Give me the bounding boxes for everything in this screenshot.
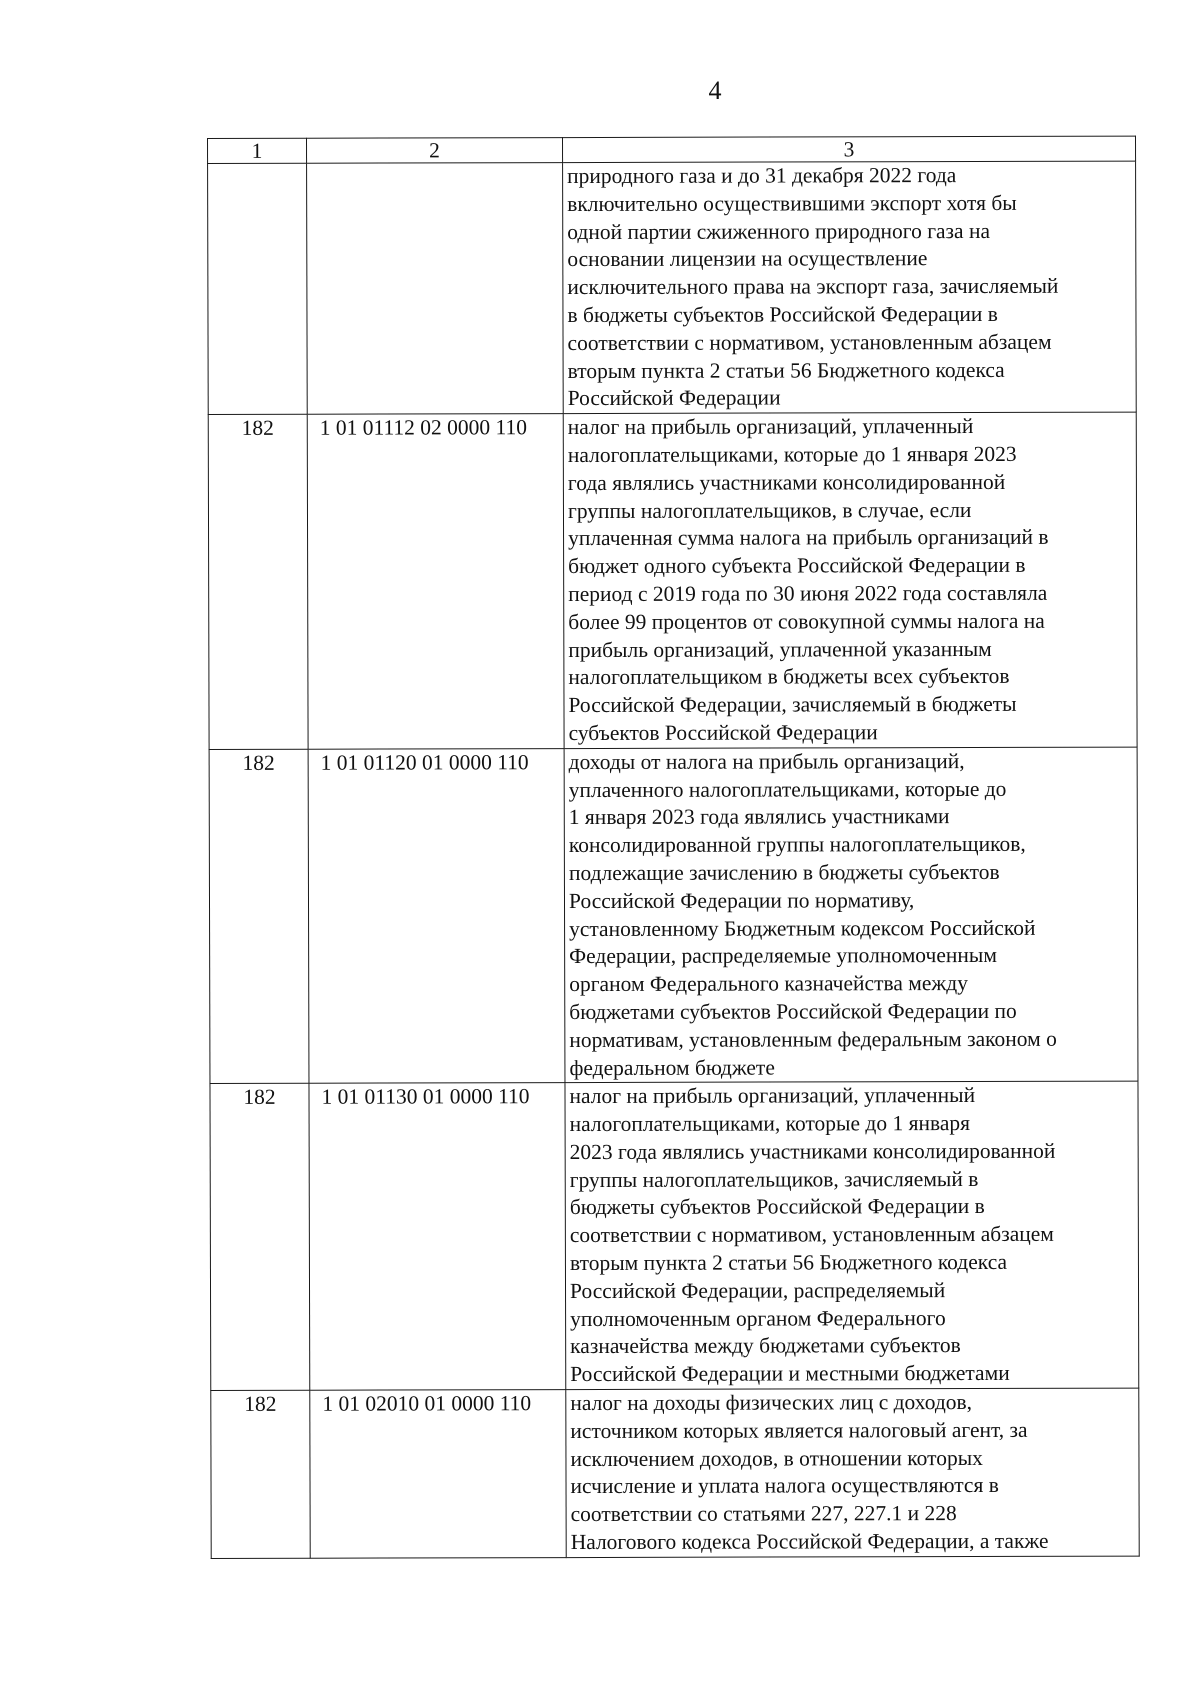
description-line: 2023 года являлись участниками консолидированной — [569, 1138, 1056, 1164]
budget-classification-code-cell: 1 01 02010 01 0000 110 — [310, 1390, 566, 1558]
description-line: установленному Бюджетным кодексом Российской — [569, 915, 1036, 941]
description-line: природного газа и до 31 декабря 2022 года — [567, 163, 957, 189]
description-line: бюджет одного субъекта Российской Федерации в — [568, 553, 1026, 579]
description-line: более 99 процентов от совокупной суммы налога на — [568, 608, 1045, 634]
income-description-cell — [565, 1081, 1139, 1389]
description-line: включительно осуществившими экспорт хотя бы — [567, 190, 1017, 216]
description-line: период с 2019 года по 30 июня 2022 года составляла — [568, 580, 1048, 607]
description-line: налогоплательщиками, которые до 1 января — [569, 1111, 971, 1137]
description-line: 1 января 2023 года являлись участниками — [568, 804, 950, 830]
description-line: Федерации, распределяемые уполномоченным — [569, 943, 997, 969]
table-row — [208, 161, 1137, 415]
description-line: нормативам, установленным федеральным законом о — [569, 1026, 1057, 1052]
budget-classification-code-cell: 1 01 01120 01 0000 110 — [308, 748, 565, 1083]
description-line: консолидированной группы налогоплательщиков, — [568, 831, 1026, 858]
budget-classification-code-cell: 1 01 01130 01 0000 110 — [309, 1083, 566, 1390]
description-line: источником которых является налоговый агент, за — [570, 1417, 1028, 1443]
description-line: субъектов Российской Федерации — [568, 720, 878, 745]
description-line: Российской Федерации — [567, 385, 781, 411]
description-line: налог на доходы физических лиц с доходов, — [570, 1390, 973, 1416]
admin-code-cell: 182 — [208, 414, 308, 749]
column-header-2: 2 — [307, 138, 563, 164]
description-line: налогоплательщиком в бюджеты всех субъектов — [568, 664, 1010, 690]
income-description-cell — [564, 747, 1138, 1083]
description-line: налогоплательщиками, которые до 1 января 2023 — [567, 441, 1017, 468]
description-line: органом Федерального казначейства между — [569, 971, 968, 997]
budget-classification-code-cell — [307, 163, 564, 415]
description-line: бюджеты субъектов Российской Федерации в — [569, 1194, 985, 1220]
description-line: федеральном бюджете — [569, 1055, 775, 1080]
table-body — [208, 161, 1140, 1558]
description-line: года являлись участниками консолидированной — [567, 469, 1006, 495]
description-line: группы налогоплательщиков, зачисляемый в — [569, 1166, 979, 1192]
page-number: 4 — [708, 76, 722, 105]
table-header-row — [208, 136, 1136, 163]
description-line: уплаченного налогоплательщиками, которые до — [568, 776, 1007, 802]
admin-code-cell — [208, 163, 308, 414]
description-line: одной партии сжиженного природного газа на — [567, 218, 991, 244]
admin-code-cell: 182 — [209, 749, 309, 1084]
table-row — [208, 412, 1137, 749]
income-description-cell — [566, 1388, 1139, 1557]
column-header-1: 1 — [208, 138, 307, 163]
description-line: исключением доходов, в отношении которых — [570, 1445, 983, 1471]
admin-code-cell: 182 — [210, 1084, 310, 1391]
table-row — [210, 1081, 1139, 1390]
description-line: соответствии с нормативом, установленным абзацем — [567, 329, 1052, 355]
admin-code-cell: 182 — [211, 1390, 310, 1558]
description-line: бюджетами субъектов Российской Федерации по — [569, 998, 1017, 1024]
income-description-cell — [563, 412, 1137, 748]
description-line: основании лицензии на осуществление — [567, 246, 928, 272]
description-line: исключительного права на экспорт газа, зачисляемый — [567, 273, 1059, 300]
description-line: казначейства между бюджетами субъектов — [570, 1333, 961, 1359]
description-line: вторым пункта 2 статьи 56 Бюджетного кодекса — [569, 1249, 1008, 1276]
description-line: налог на прибыль организаций, уплаченный — [567, 414, 974, 440]
description-line: подлежащие зачислению в бюджеты субъектов — [568, 859, 1000, 885]
description-line: вторым пункта 2 статьи 56 Бюджетного кодекса — [567, 357, 1005, 383]
description-line: налог на прибыль организаций, уплаченный — [569, 1083, 976, 1109]
description-line: соответствии со статьями 227, 227.1 и 228 — [570, 1501, 957, 1527]
description-line: Российской Федерации, распределяемый — [569, 1277, 946, 1303]
description-line: в бюджеты субъектов Российской Федерации в — [567, 301, 998, 328]
description-line: исчисление и уплата налога осуществляются в — [570, 1473, 999, 1499]
column-header-3: 3 — [563, 136, 1136, 163]
budget-classification-code-cell: 1 01 01112 02 0000 110 — [307, 414, 564, 749]
table-row — [211, 1388, 1139, 1558]
description-line: Российской Федерации, зачисляемый в бюджеты — [568, 692, 1017, 718]
description-line: доходы от налога на прибыль организаций, — [568, 748, 965, 774]
budget-codes-table — [207, 136, 1140, 1559]
description-line: уполномоченным органом Федерального — [570, 1305, 946, 1331]
description-line: соответствии с нормативом, установленным абзацем — [569, 1222, 1054, 1248]
description-line: Налогового кодекса Российской Федерации, а также — [570, 1528, 1049, 1555]
description-line: прибыль организаций, уплаченной указанным — [568, 636, 992, 662]
description-line: Российской Федерации и местными бюджетами — [570, 1361, 1010, 1387]
description-line: уплаченная сумма налога на прибыль организаций в — [568, 525, 1049, 551]
description-line: группы налогоплательщиков, в случае, если — [567, 497, 972, 523]
table-row — [209, 747, 1138, 1084]
description-line: Российской Федерации по нормативу, — [568, 887, 915, 913]
income-description-cell — [563, 161, 1137, 414]
